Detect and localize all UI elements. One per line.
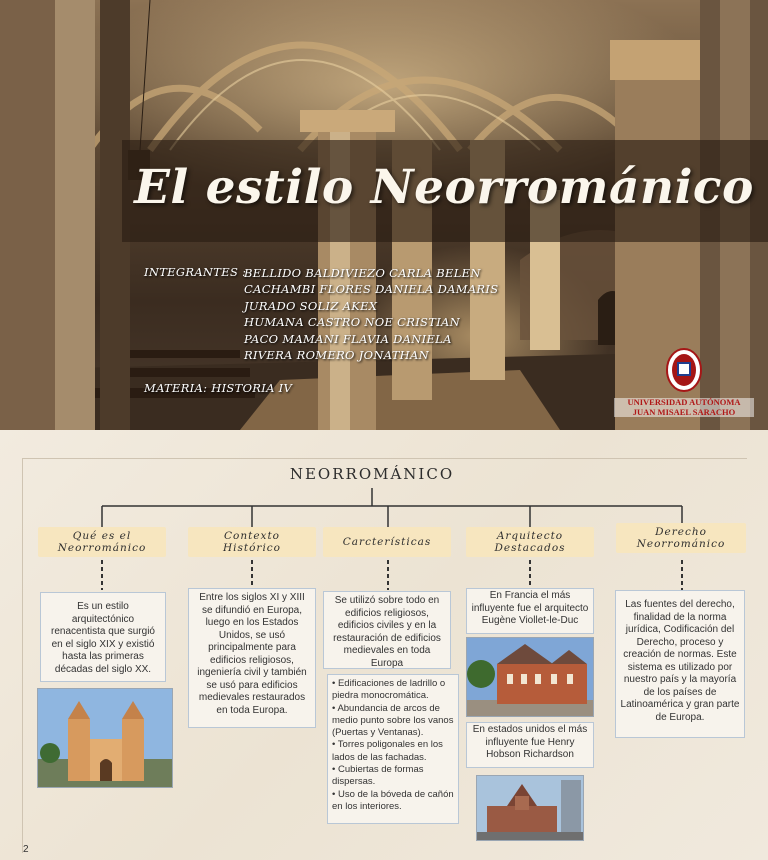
- university-crest-icon: [666, 348, 702, 392]
- list-item: • Uso de la bóveda de cañón en los interiores.: [332, 788, 454, 812]
- neo-romanesque-church-image: [37, 688, 173, 788]
- category-label: Carcterísticas: [342, 536, 432, 548]
- category-label: Contexto: [223, 530, 280, 542]
- university-name-line: UNIVERSIDAD AUTÓNOMA: [627, 397, 741, 407]
- category-label: Qué es el: [72, 530, 132, 542]
- category-label: Neorrománico: [57, 542, 147, 554]
- category-label: Derecho: [655, 526, 707, 538]
- what-is-text: Es un estilo arquitectónico renacentista que surgió en el siglo XIX y existió hasta las primeras décadas del siglo XX.: [40, 592, 166, 682]
- category-label: Arquitecto: [496, 530, 564, 542]
- list-item: • Torres poligonales en los lados de las fachadas.: [332, 739, 443, 763]
- law-text: Las fuentes del derecho, finalidad de la norma jurídica, Codificación del Derecho, proceso y creación de normas. Este sistema es utilizado por nuestro país y la mayoría de los países de Latinoamérica y gran parte de Europa.: [615, 590, 745, 738]
- page-title: El estilo Neorrománico: [134, 160, 754, 215]
- french-building-image: [466, 637, 594, 717]
- concept-map: [0, 430, 768, 860]
- concept-map-title: NEORROMÁNICO: [289, 465, 455, 483]
- member-name: PACO MAMANI FLAVIA DANIELA: [244, 331, 452, 346]
- list-item: • Edificaciones de ladrillo o piedra monocromática.: [332, 678, 446, 702]
- category-law: [616, 523, 746, 553]
- member-name: BELLIDO BALDIVIEZO CARLA BELEN: [244, 266, 481, 280]
- member-name: RIVERA ROMERO JONATHAN: [244, 348, 429, 363]
- member-name: HUMANA CASTRO NOE CRISTIAN: [244, 315, 461, 330]
- category-label: Neorrománico: [636, 538, 726, 550]
- member-name: JURADO SOLIZ AKEX: [244, 298, 378, 313]
- architect-france-text: En Francia el más influyente fue el arquitecto Eugène Viollet-le-Duc: [466, 588, 594, 634]
- members-list: [244, 265, 498, 363]
- trinity-church-image: [476, 775, 584, 841]
- category-context: [188, 527, 316, 557]
- historical-context-text: Entre los siglos XI y XIII se difundió en Europa, luego en los Estados Unidos, se usó principalmente para edificios religiosos, ingeniería civil y también se usó para edificios medievales restaurados en toda Europa.: [188, 588, 316, 728]
- members-label: INTEGRANTES :: [144, 265, 247, 279]
- category-label: Destacados: [494, 542, 566, 554]
- page-number: 2: [23, 844, 29, 855]
- category-features: [323, 527, 451, 557]
- architect-usa-text: En estados unidos el más influyente fue Henry Hobson Richardson: [466, 722, 594, 768]
- university-name-line: JUAN MISAEL SARACHO: [632, 406, 736, 417]
- category-what-is: [38, 527, 166, 557]
- features-intro-text: Se utilizó sobre todo en edificios religiosos, edificios civiles y en la restauración de edificios medievales en toda Europa: [323, 591, 451, 669]
- list-item: • Cubiertas de formas dispersas.: [332, 764, 424, 788]
- category-label: Histórico: [222, 542, 282, 554]
- list-item: • Abundancia de arcos de medio punto sobre los vanos (Puertas y Ventanas).: [332, 702, 454, 739]
- subject-line: MATERIA: HISTORIA IV: [144, 381, 293, 395]
- member-name: CACHAMBI FLORES DANIELA DAMARIS: [244, 282, 499, 297]
- university-name: [614, 398, 754, 417]
- category-architects: [466, 527, 594, 557]
- features-list: [327, 674, 459, 824]
